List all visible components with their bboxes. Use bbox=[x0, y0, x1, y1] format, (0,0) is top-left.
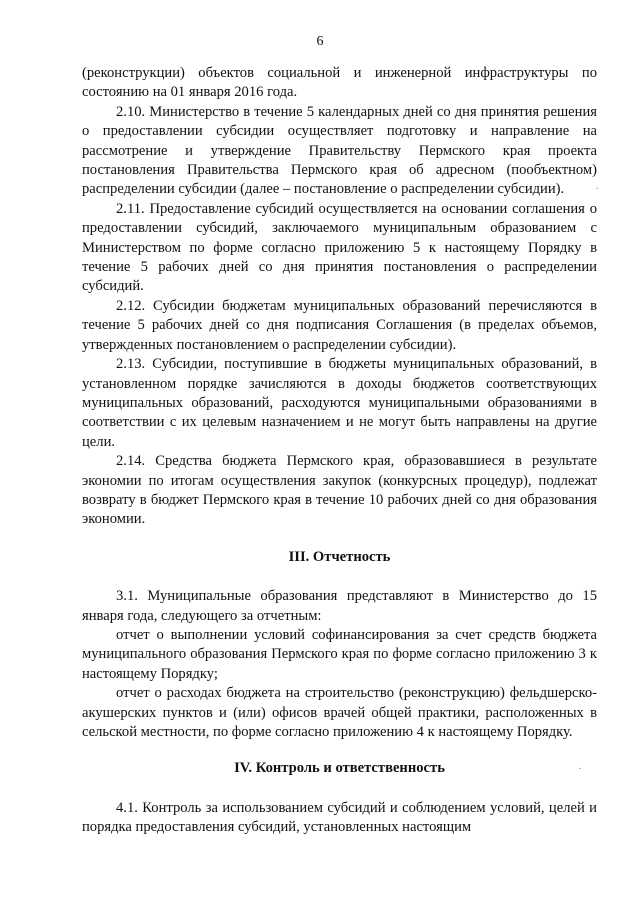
paragraph-intro-continuation: (реконструкции) объектов социальной и инженерной инфраструктуры по состоянию на 01 января 2016 года. bbox=[82, 65, 597, 101]
page-number: 6 bbox=[316, 34, 324, 49]
paragraph-report-cofinancing: отчет о выполнении условий софинансирования за счет средств бюджета муниципального образования Пермского края по форме согласно приложению 3 к настоящему Порядку; bbox=[82, 626, 597, 682]
document-body bbox=[82, 64, 597, 838]
scan-speck: . bbox=[579, 761, 582, 772]
section-heading-reporting: III. Отчетность bbox=[288, 548, 391, 565]
section-heading-control: IV. Контроль и ответственность bbox=[234, 760, 445, 777]
paragraph-2-14: 2.14. Средства бюджета Пермского края, образовавшиеся в результате экономии по итогам осуществления закупок (конкурсных процедур), подлежат возврату в бюджет Пермского края в течение 10 рабочих дней со дня образования экономии. bbox=[82, 453, 597, 528]
paragraph-2-12: 2.12. Субсидии бюджетам муниципальных образований перечисляются в течение 5 рабочих дней со дня подписания Соглашения (в пределах объемов, утвержденных постановлением о распределении субсидии). bbox=[82, 297, 597, 353]
paragraph-report-expenses: отчет о расходах бюджета на строительство (реконструкцию) фельдшерско-акушерских пунктов и (или) офисов врачей общей практики, расположенных в сельской местности, по форме согласно приложению 4 к настоящему Порядку. bbox=[82, 685, 597, 740]
paragraph-4-1: 4.1. Контроль за использованием субсидий и соблюдением условий, целей и порядка предоставления субсидий, установленных настоящим bbox=[82, 799, 597, 836]
paragraph-2-13: 2.13. Субсидии, поступившие в бюджеты муниципальных образований, в установленном порядке зачисляются в доходы бюджетов соответствующих муниципальных образований, расходуются муниципальными образованиями в соответствии с их целевым назначением и не могут быть направлены на другие цели. bbox=[82, 356, 597, 450]
scan-speck: . bbox=[596, 181, 599, 192]
paragraph-2-10: 2.10. Министерство в течение 5 календарных дней со дня принятия решения о предоставлении субсидии осуществляет подготовку и направление на рассмотрение и утверждение Правительству Пермского края проекта постановления Правительства Пермского края об адресном (пообъектном) распределении субсидии (далее – постановление о распределении субсидии). bbox=[82, 103, 597, 198]
paragraph-3-1: 3.1. Муниципальные образования представляют в Министерство до 15 января года, следующего за отчетным: bbox=[82, 588, 597, 624]
paragraph-2-11: 2.11. Предоставление субсидий осуществляется на основании соглашения о предоставлении субсидий, заключаемого муниципальным образованием с Министерством по форме согласно приложению 5 к настоящему Порядку в течение 5 рабочих дней со дня принятия постановления о распределении субсидий. bbox=[82, 200, 597, 295]
